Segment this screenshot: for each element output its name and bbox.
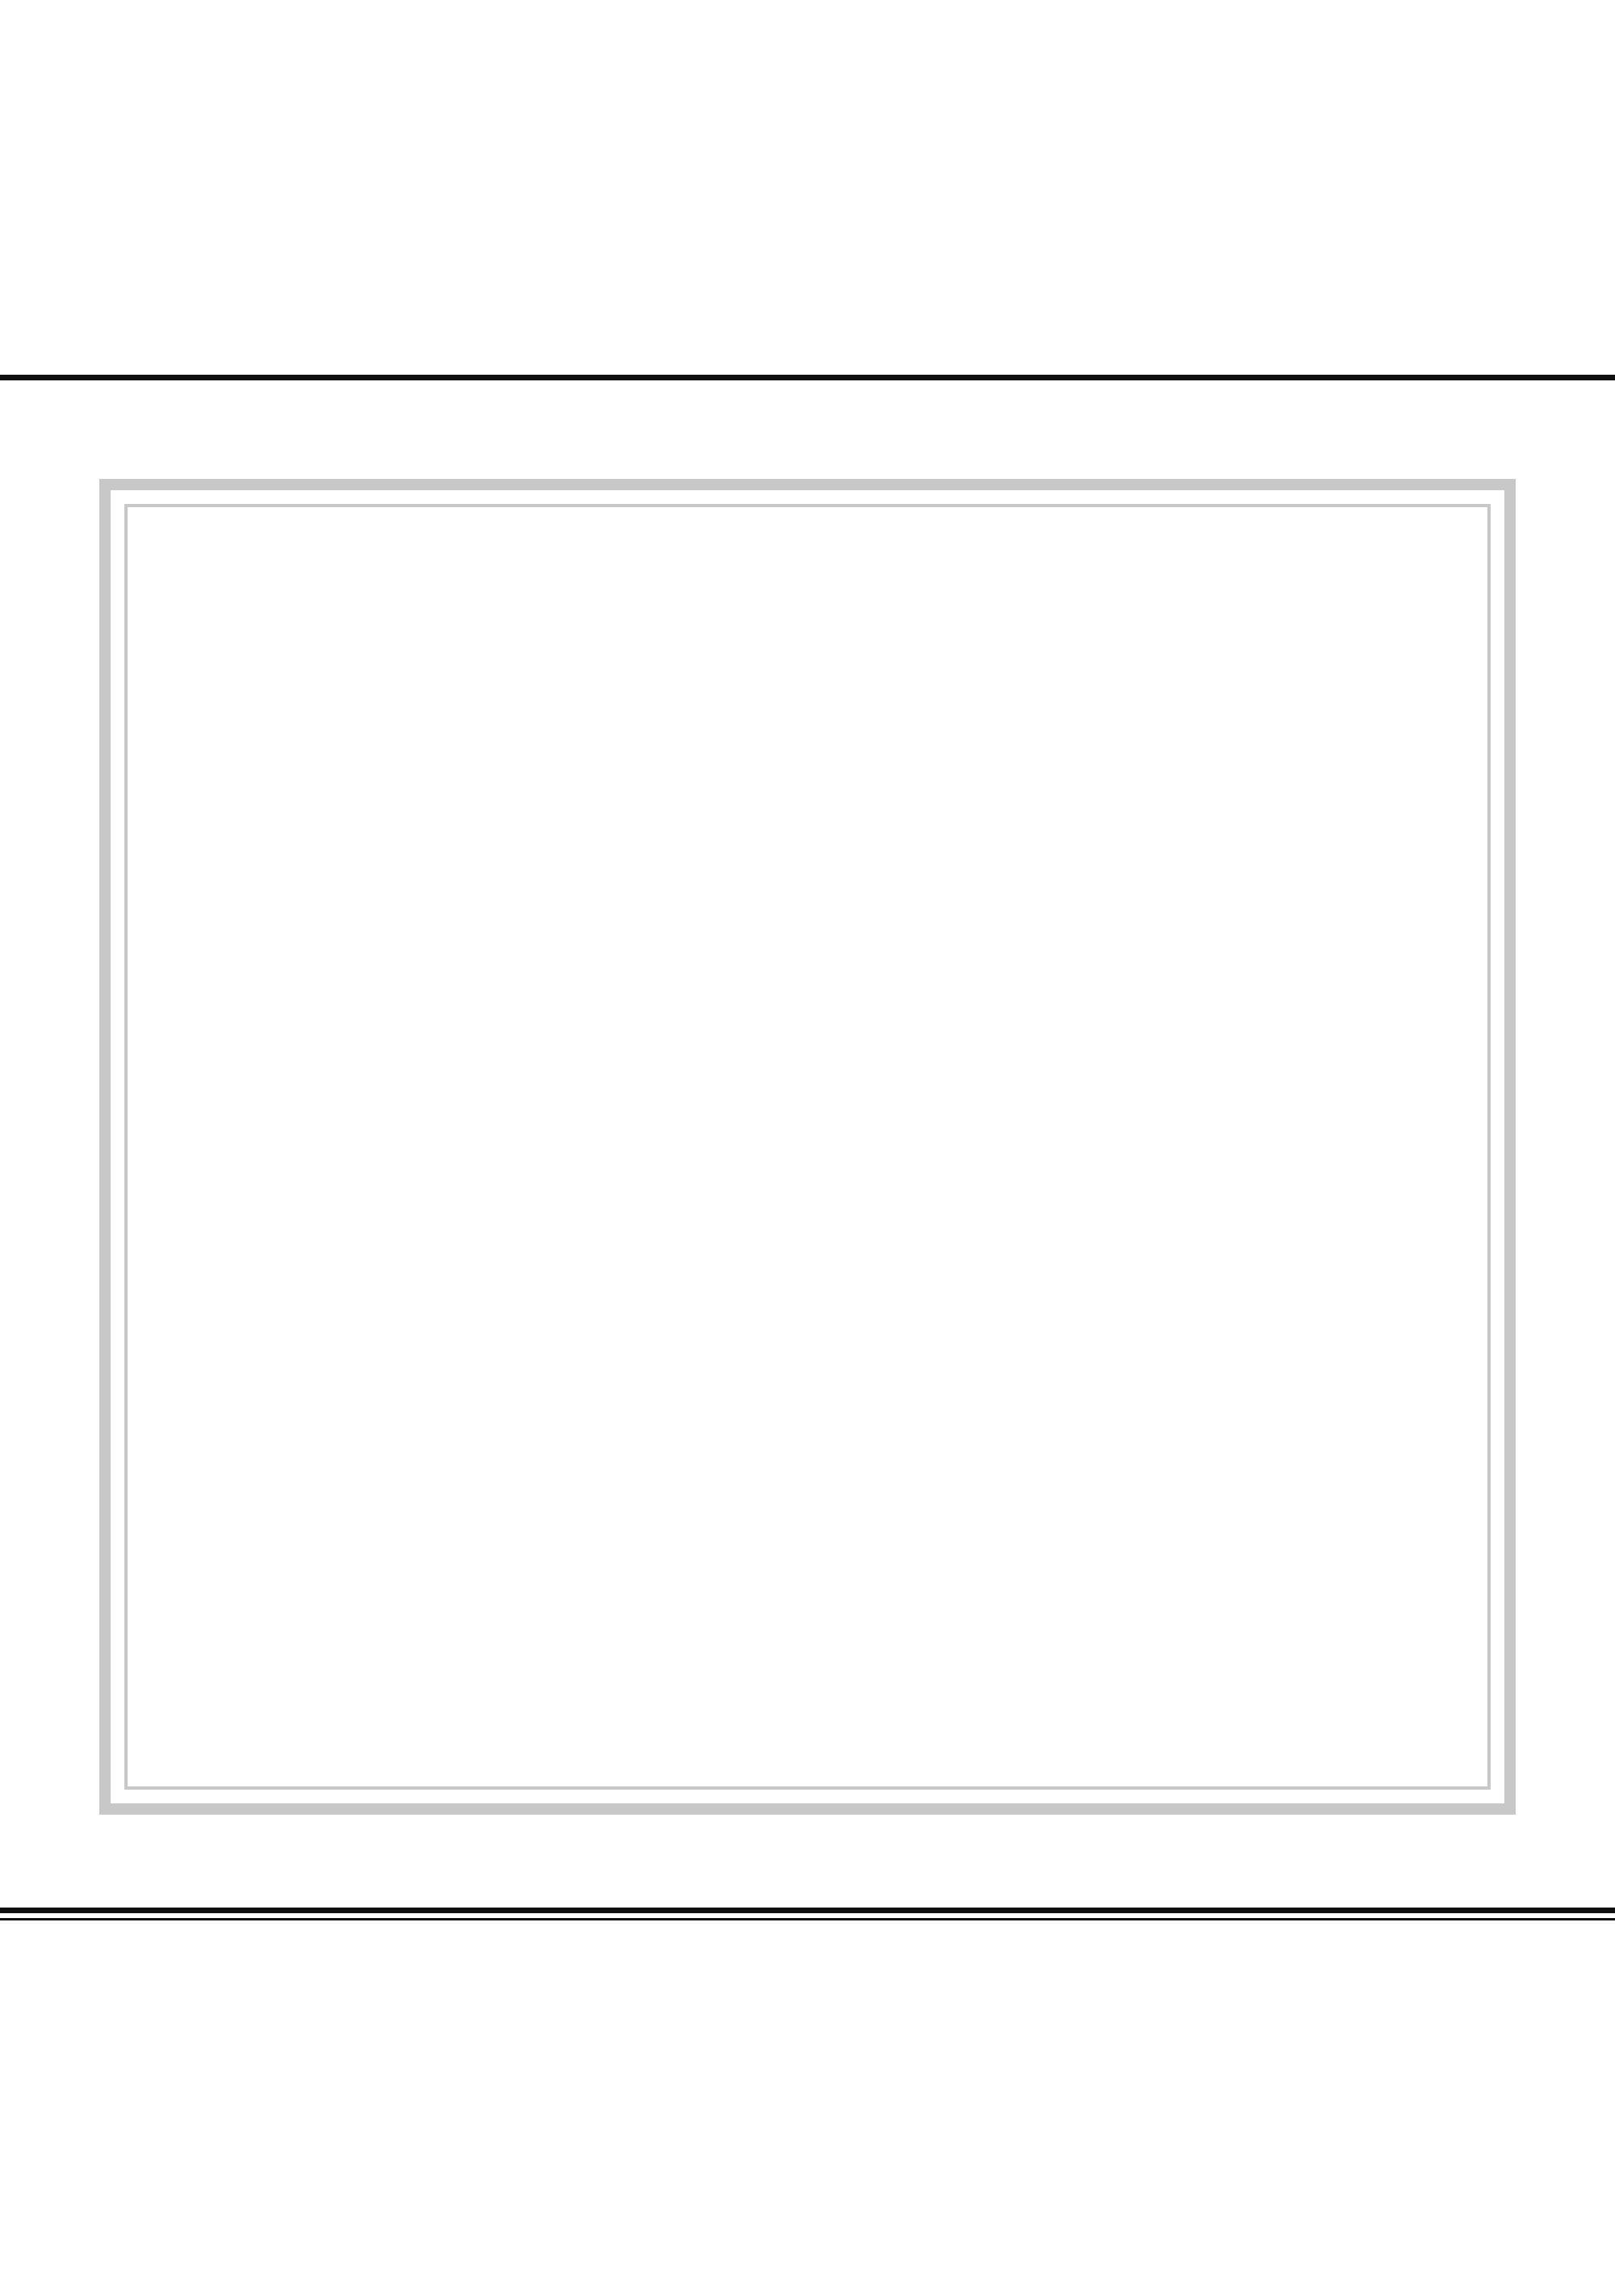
frame-outer-border: [105, 485, 1510, 1809]
bottom-divider-thick: [0, 1908, 1615, 1913]
top-checker-band: [0, 0, 1615, 380]
bottom-checker-band: [0, 1914, 1615, 2296]
ornamental-frame: [0, 380, 1615, 1914]
frame-inner-border: [126, 506, 1489, 1788]
checker-pattern-top: [0, 0, 1615, 380]
afterword-article: [303, 594, 1312, 610]
checker-pattern-bottom: [0, 1914, 1615, 2296]
